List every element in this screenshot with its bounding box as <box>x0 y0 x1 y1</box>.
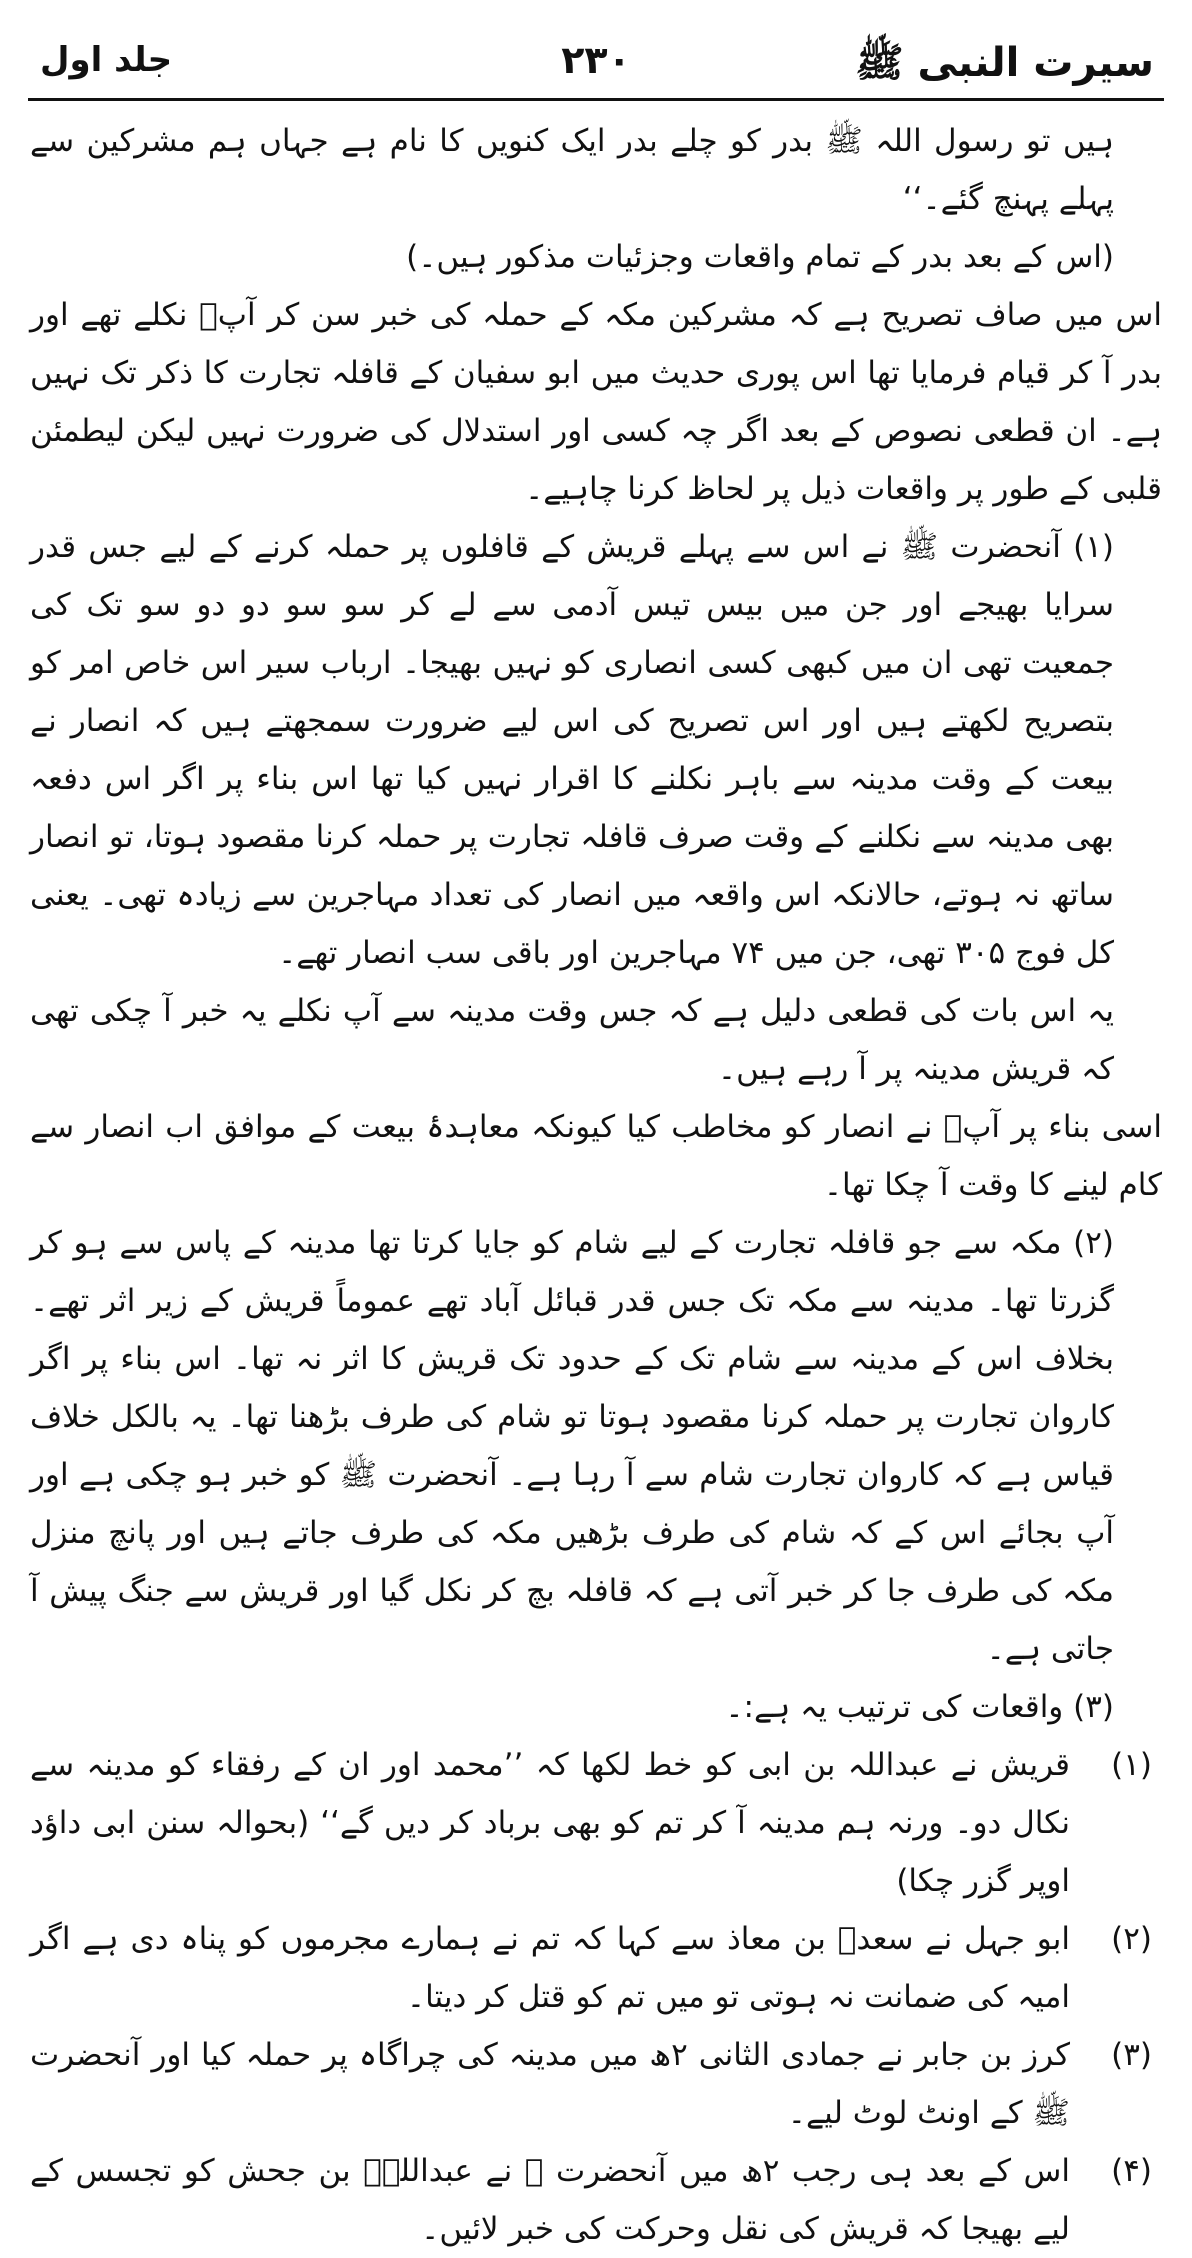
paragraph: اس میں صاف تصریح ہے کہ مشرکین مکہ کے حملہ کی خبر سن کر آپؐ نکلے تھے اور بدر آ کر قیام فرمایا تھا اس پوری حدیث میں ابو سفیان کے قافلہ تجارت کا ذکر تک نہیں ہے۔ ان قطعی نصوص کے بعد اگر چہ کسی اور استدلال کی ضرورت نہیں لیکن لیطمئن قلبی کے طور پر واقعات ذیل پر لحاظ کرنا چاہیے۔ <box>30 297 1162 507</box>
paragraph: (۳) واقعات کی ترتیب یہ ہے:۔ <box>725 1689 1114 1725</box>
list-item-number: (۳) <box>1111 2037 1152 2073</box>
list-item-text: اس کے بعد ہی رجب ۲ھ میں آنحضرت ﷺ نے عبداللہؓ بن جحش کو تجسس کے لیے بھیجا کہ قریش کی نقل وحرکت کی خبر لائیں۔ <box>30 2153 1070 2247</box>
paragraph: اسی بناء پر آپؐ نے انصار کو مخاطب کیا کیونکہ معاہدۂ بیعت کے موافق اب انصار سے کام لینے کا وقت آ چکا تھا۔ <box>30 1109 1162 1203</box>
list-item <box>30 2026 1162 2142</box>
paragraph: ہیں تو رسول اللہ ﷺ بدر کو چلے بدر ایک کنویں کا نام ہے جہاں ہم مشرکین سے پہلے پہنچ گئے۔‘‘ <box>30 123 1114 217</box>
paragraph: (اس کے بعد بدر کے تمام واقعات وجزئیات مذکور ہیں۔) <box>406 239 1114 275</box>
paragraph: یہ اس بات کی قطعی دلیل ہے کہ جس وقت مدینہ سے آپ نکلے یہ خبر آ چکی تھی کہ قریش مدینہ پر آ رہے ہیں۔ <box>30 993 1114 1087</box>
list-item-text: ابو جہل نے سعدؓ بن معاذ سے کہا کہ تم نے ہمارے مجرموں کو پناہ دی ہے اگر امیہ کی ضمانت نہ ہوتی تو میں تم کو قتل کر دیتا۔ <box>30 1921 1070 2015</box>
list-item <box>30 2142 1162 2258</box>
paragraph: (۱) آنحضرت ﷺ نے اس سے پہلے قریش کے قافلوں پر حملہ کرنے کے لیے جس قدر سرایا بھیجے اور جن میں بیس تیس آدمی سے لے کر سو سو دو دو سو تک کی جمعیت تھی ان میں کبھی کسی انصاری کو نہیں بھیجا۔ ارباب سیر اس خاص امر کو بتصریح لکھتے ہیں اور اس تصریح کی اس لیے ضرورت سمجھتے ہیں کہ انصار نے بیعت کے وقت مدینہ سے باہر نکلنے کا اقرار نہیں کیا تھا اس بناء پر اگر اس دفعہ بھی مدینہ سے نکلنے کے وقت صرف قافلہ تجارت پر حملہ کرنا مقصود ہوتا، تو انصار ساتھ نہ ہوتے، حالانکہ اس واقعہ میں انصار کی تعداد مہاجرین سے زیادہ تھی۔ یعنی کل فوج ۳۰۵ تھی، جن میں ۷۴ مہاجرین اور باقی سب انصار تھے۔ <box>30 529 1114 971</box>
list-item <box>30 1910 1162 2026</box>
page-header <box>28 30 1164 100</box>
list-item-text: قریش نے عبداللہ بن ابی کو خط لکھا کہ ’’محمد اور ان کے رفقاء کو مدینہ سے نکال دو۔ ورنہ ہم مدینہ آ کر تم کو بھی برباد کر دیں گے‘‘ (بحوالہ سنن ابی داؤد اوپر گزر چکا) <box>30 1747 1070 1899</box>
list-item-text: کرز بن جابر نے جمادی الثانی ۲ھ میں مدینہ کی چراگاہ پر حملہ کیا اور آنحضرت ﷺ کے اونٹ لوٹ لیے۔ <box>30 2037 1070 2131</box>
list-item-number: (۱) <box>1111 1747 1152 1783</box>
page-number: ۲۳۰ <box>561 38 631 82</box>
book-title: سیرت النبی ﷺ <box>855 40 1154 86</box>
paragraph: (۲) مکہ سے جو قافلہ تجارت کے لیے شام کو جایا کرتا تھا مدینہ کے پاس سے ہو کر گزرتا تھا۔ مدینہ سے مکہ تک جس قدر قبائل آباد تھے عموماً قریش کے زیر اثر تھے۔ بخلاف اس کے مدینہ سے شام تک کے حدود تک قریش کا اثر نہ تھا۔ اس بناء پر اگر کاروان تجارت پر حملہ کرنا مقصود ہوتا تو شام کی طرف بڑھنا تھا۔ یہ بالکل خلاف قیاس ہے کہ کاروان تجارت شام سے آ رہا ہے۔ آنحضرت ﷺ کو خبر ہو چکی ہے اور آپ بجائے اس کے کہ شام کی طرف بڑھیں مکہ کی طرف جاتے ہیں اور پانچ منزل مکہ کی طرف جا کر خبر آتی ہے کہ قافلہ بچ کر نکل گیا اور قریش سے جنگ پیش آ جاتی ہے۔ <box>30 1225 1114 1667</box>
header-rule <box>28 98 1164 101</box>
volume-label: جلد اول <box>40 40 173 80</box>
page-body <box>30 112 1162 2258</box>
list-item <box>30 1736 1162 1910</box>
events-list <box>30 1736 1162 2258</box>
list-item-number: (۲) <box>1111 1921 1152 1957</box>
list-item-number: (۴) <box>1111 2153 1152 2189</box>
